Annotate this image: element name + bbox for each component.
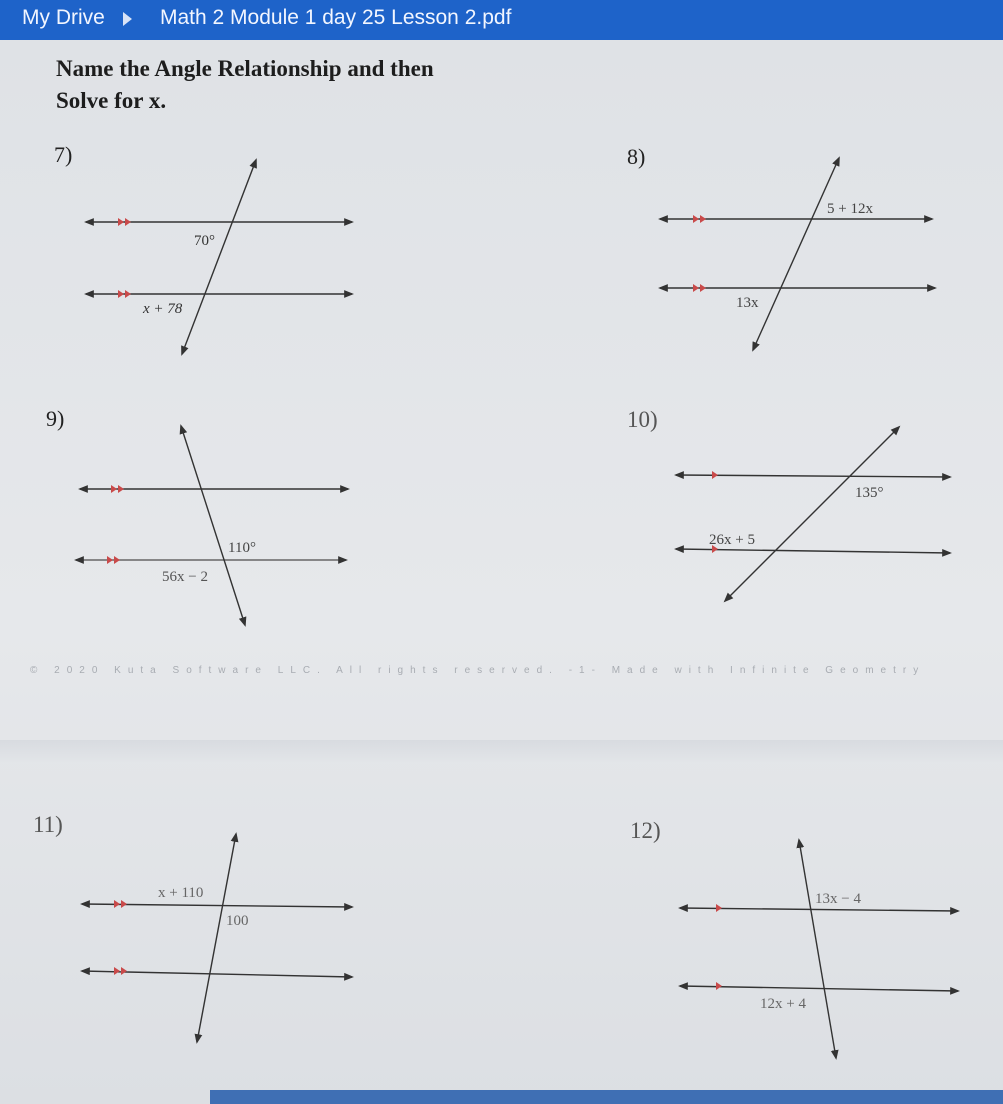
problem-12-number: 12) xyxy=(630,818,661,843)
viewer-bottom-bar xyxy=(210,1090,1003,1104)
figure-11 xyxy=(82,834,352,1042)
problem-8-number: 8) xyxy=(627,144,646,169)
angle-label: 70° xyxy=(194,233,215,249)
parallel-marker xyxy=(716,982,722,990)
problem-9-number: 9) xyxy=(46,406,65,431)
problem-10-number: 10) xyxy=(627,407,658,432)
transversal-line xyxy=(182,160,256,354)
page-title-line-2: Solve for x. xyxy=(56,88,167,113)
parallel-marker xyxy=(716,904,722,912)
parallel-line xyxy=(680,986,958,991)
angle-label: 135° xyxy=(855,485,884,501)
angle-label: 13x − 4 xyxy=(815,891,861,907)
parallel-marker xyxy=(114,967,127,975)
parallel-marker xyxy=(712,471,718,479)
problem-11-number: 11) xyxy=(33,812,63,837)
transversal-line xyxy=(799,840,836,1058)
figure-9 xyxy=(76,426,348,625)
figure-10 xyxy=(676,427,950,601)
transversal-line xyxy=(725,427,899,601)
angle-label: x + 110 xyxy=(158,885,204,901)
figure-7 xyxy=(86,160,352,354)
problem-7-number: 7) xyxy=(54,142,73,167)
angle-label: 12x + 4 xyxy=(760,996,806,1012)
angle-label: 13x xyxy=(736,295,759,311)
transversal-line xyxy=(197,834,236,1042)
angle-label: 5 + 12x xyxy=(827,201,873,217)
figure-12 xyxy=(680,840,958,1058)
breadcrumb-file-name[interactable]: Math 2 Module 1 day 25 Lesson 2.pdf xyxy=(160,6,512,29)
transversal-line xyxy=(181,426,245,625)
transversal-line xyxy=(753,158,839,350)
angle-label: 100 xyxy=(226,913,249,929)
angle-label: 26x + 5 xyxy=(709,532,755,548)
angle-label: x + 78 xyxy=(143,301,183,317)
figure-8 xyxy=(660,158,935,350)
page-title-line-1: Name the Angle Relationship and then xyxy=(56,56,434,81)
parallel-line xyxy=(680,908,958,911)
angle-label: 110° xyxy=(228,540,256,556)
angle-label: 56x − 2 xyxy=(162,569,208,585)
breadcrumb-my-drive[interactable]: My Drive xyxy=(22,6,105,29)
copyright-footer: © 2020 Kuta Software LLC. All rights reserved. -1- Made with Infinite Geometry xyxy=(30,665,926,676)
